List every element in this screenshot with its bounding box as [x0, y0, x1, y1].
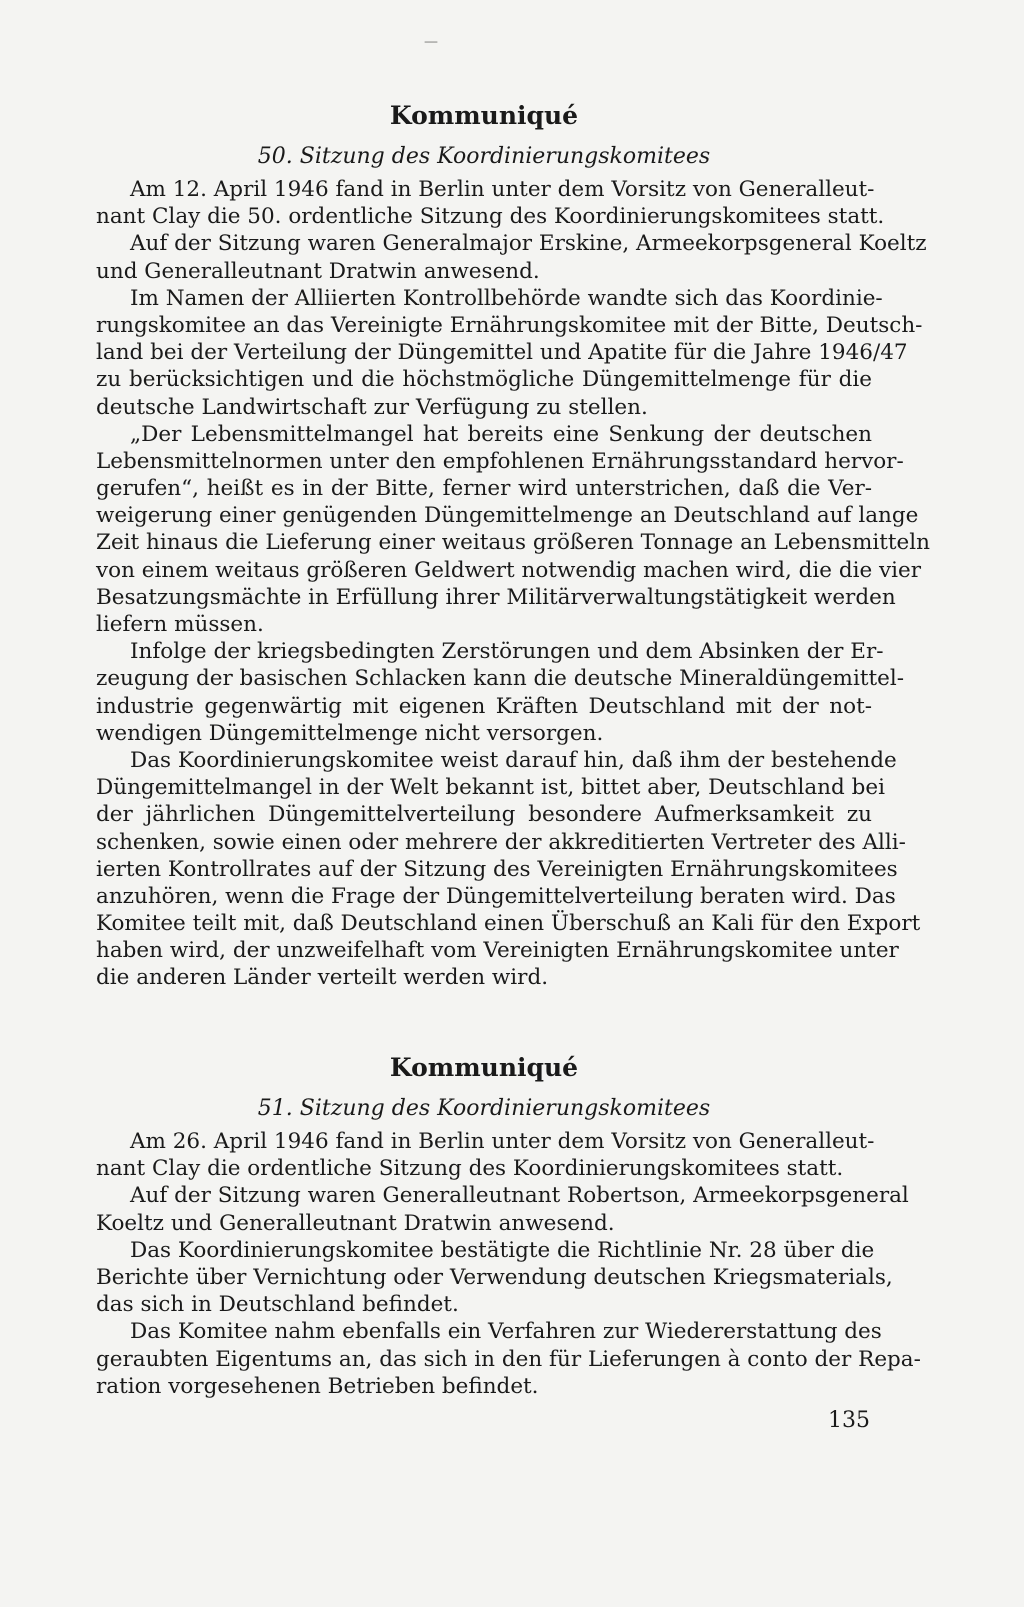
text-line: schenken, sowie einen oder mehrere der akkreditierten Vertreter des Alli-: [96, 829, 906, 855]
text-line: Berichte über Vernichtung oder Verwendung deutschen Kriegsmaterials,: [96, 1264, 893, 1290]
text-line: Koeltz und Generalleutnant Dratwin anwesend.: [96, 1210, 615, 1236]
paragraph: [96, 230, 927, 284]
text-line: Düngemittelmangel in der Welt bekannt ist, bittet aber, Deutschland bei: [96, 775, 885, 801]
paragraph: [96, 285, 923, 421]
text-line: Im Namen der Alliierten Kontrollbehörde wandte sich das Koordinie-: [130, 285, 883, 311]
text-line: und Generalleutnant Dratwin anwesend.: [96, 258, 540, 284]
paragraph: [96, 421, 930, 639]
text-line: nant Clay die 50. ordentliche Sitzung des Koordinierungskomitees statt.: [96, 204, 885, 230]
text-line: Am 12. April 1946 fand in Berlin unter dem Vorsitz von Generalleut-: [130, 177, 875, 202]
text-line: liefern müssen.: [96, 612, 264, 637]
text-line: land bei der Verteilung der Düngemittel und Apatite für die Jahre 1946/47: [96, 340, 908, 366]
text-line: Am 26. April 1946 fand in Berlin unter dem Vorsitz von Generalleut-: [130, 1129, 875, 1154]
text-line: Komitee teilt mit, daß Deutschland einen Überschuß an Kali für den Export: [96, 911, 921, 937]
text-line: „Der Lebensmittelmangel hat bereits eine Senkung der deutschen: [130, 421, 872, 447]
paragraph: [96, 1237, 893, 1319]
paragraph: [96, 176, 885, 230]
text-line: Zeit hinaus die Lieferung einer weitaus größeren Tonnage an Lebensmitteln: [96, 530, 930, 556]
communique-section-50: [96, 98, 930, 992]
text-line: geraubten Eigentums an, das sich in den für Lieferungen à conto der Repa-: [96, 1346, 921, 1372]
text-line: Auf der Sitzung waren Generalmajor Erskine, Armeekorpsgeneral Koeltz: [130, 231, 927, 257]
text-line: zu berücksichtigen und die höchstmögliche Düngemittelmenge für die: [96, 367, 872, 393]
text-line: von einem weitaus größeren Geldwert notwendig machen wird, die die vier: [96, 557, 922, 583]
text-line: haben wird, der unzweifelhaft vom Vereinigten Ernährungskomitee unter: [96, 938, 899, 964]
paragraph: [96, 1128, 875, 1182]
text-line: Infolge der kriegsbedingten Zerstörungen und dem Absinken der Er-: [130, 639, 884, 665]
text-line: Lebensmittelnormen unter den empfohlenen Ernährungsstandard hervor-: [96, 448, 904, 474]
text-line: das sich in Deutschland befindet.: [96, 1292, 459, 1318]
text-line: Das Koordinierungskomitee bestätigte die Richtlinie Nr. 28 über die: [130, 1237, 875, 1263]
page-number: 135: [828, 1408, 870, 1433]
text-line: nant Clay die ordentliche Sitzung des Koordinierungskomitees statt.: [96, 1156, 844, 1182]
section-title: Kommuniqué: [389, 1053, 579, 1082]
text-line: zeugung der basischen Schlacken kann die deutsche Mineraldüngemittel-: [96, 666, 904, 692]
paragraph: [96, 638, 904, 747]
section-subtitle: 50. Sitzung des Koordinierungskomitees: [257, 144, 711, 169]
paragraph: [96, 1182, 909, 1236]
text-line: Das Komitee nahm ebenfalls ein Verfahren zur Wiedererstattung des: [130, 1319, 882, 1345]
text-line: ration vorgesehenen Betrieben befindet.: [96, 1373, 539, 1399]
text-line: anzuhören, wenn die Frage der Düngemittelverteilung beraten wird. Das: [96, 883, 896, 909]
section-subtitle: 51. Sitzung des Koordinierungskomitees: [257, 1096, 711, 1121]
paragraph: [96, 1318, 921, 1400]
text-line: deutsche Landwirtschaft zur Verfügung zu stellen.: [96, 394, 648, 420]
text-line: wendigen Düngemittelmenge nicht versorgen.: [96, 720, 604, 746]
section-title: Kommuniqué: [389, 101, 579, 130]
text-line: die anderen Länder verteilt werden wird.: [96, 965, 549, 991]
text-line: rungskomitee an das Vereinigte Ernährungskomitee mit der Bitte, Deutsch-: [96, 312, 923, 338]
text-line: Besatzungsmächte in Erfüllung ihrer Militärverwaltungstätigkeit werden: [96, 584, 896, 610]
text-line: ierten Kontrollrates auf der Sitzung des Vereinigten Ernährungskomitees: [96, 856, 898, 882]
paragraph: [96, 747, 921, 992]
section-body: [96, 176, 930, 992]
text-line: Auf der Sitzung waren Generalleutnant Robertson, Armeekorpsgeneral: [130, 1183, 909, 1209]
text-line: weigerung einer genügenden Düngemittelmenge an Deutschland auf lange: [96, 503, 919, 529]
text-line: industrie gegenwärtig mit eigenen Kräften Deutschland mit der not-: [96, 693, 872, 719]
text-line: Das Koordinierungskomitee weist darauf hin, daß ihm der bestehende: [130, 747, 897, 773]
communique-section-51: [96, 1050, 921, 1400]
text-line: der jährlichen Düngemittelverteilung besondere Aufmerksamkeit zu: [96, 802, 872, 828]
scan-mark: —: [424, 34, 438, 50]
section-body: [96, 1128, 921, 1400]
text-line: gerufen“, heißt es in der Bitte, ferner wird unterstrichen, daß die Ver-: [96, 476, 872, 502]
